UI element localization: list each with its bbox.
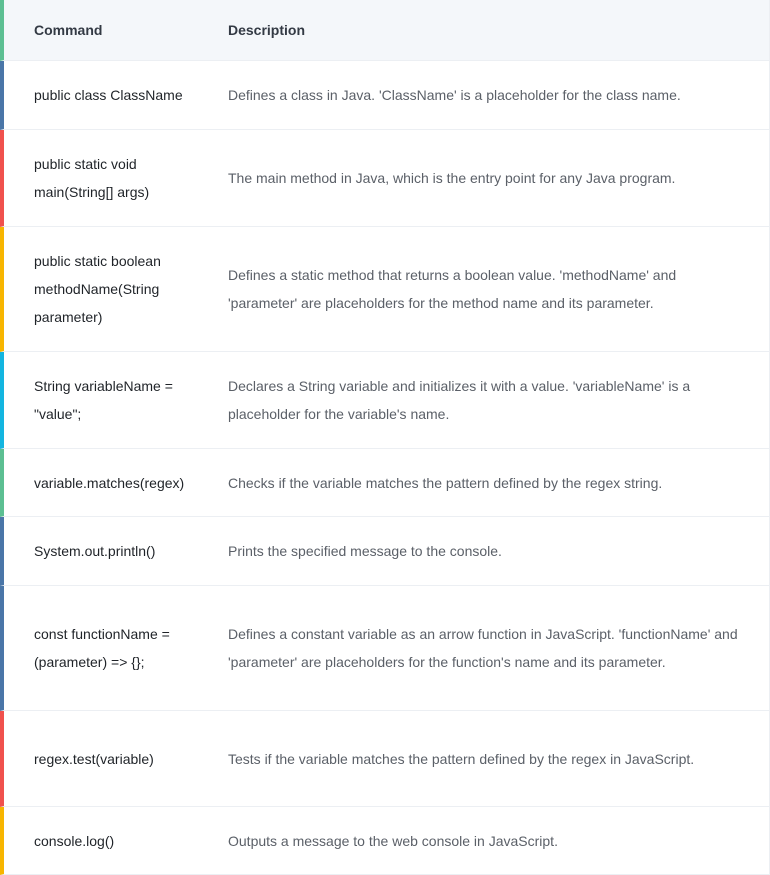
command-cell: console.log(): [34, 832, 115, 849]
command-cell: public static boolean methodName(String parameter): [34, 253, 161, 325]
table-row: [0, 517, 769, 586]
command-cell: variable.matches(regex): [34, 474, 185, 491]
description-cell: Tests if the variable matches the pattern defined by the regex in JavaScript.: [228, 750, 695, 767]
table-row: [0, 449, 769, 517]
table-header: [0, 0, 769, 61]
table-row: [0, 807, 769, 875]
command-cell: public class ClassName: [34, 87, 183, 103]
description-cell: Declares a String variable and initializes it with a value. 'variableName' is a placeholder for the variable's name.: [228, 378, 691, 422]
table-row: [0, 711, 769, 807]
table-row: [0, 130, 769, 227]
description-cell: Defines a class in Java. 'ClassName' is a placeholder for the class name.: [228, 87, 681, 103]
description-cell: Outputs a message to the web console in JavaScript.: [228, 832, 558, 849]
command-cell: String variableName = "value";: [34, 378, 173, 422]
description-cell: Checks if the variable matches the pattern defined by the regex string.: [228, 474, 663, 491]
table-row: [0, 227, 769, 352]
column-header-command: Command: [34, 22, 103, 38]
command-cell: System.out.println(): [34, 543, 156, 559]
column-header-description: Description: [228, 22, 306, 38]
description-cell: The main method in Java, which is the entry point for any Java program.: [228, 170, 676, 186]
command-cell: public static void main(String[] args): [34, 156, 150, 200]
command-cell: regex.test(variable): [34, 750, 154, 767]
table-body: [0, 61, 769, 875]
command-cell: const functionName = (parameter) => {};: [34, 626, 170, 670]
table-row: [0, 586, 769, 711]
description-cell: Prints the specified message to the console.: [228, 543, 502, 559]
table-row: [0, 352, 769, 449]
description-cell: Defines a static method that returns a boolean value. 'methodName' and 'parameter' are placeholders for the method name and its parameter.: [228, 267, 677, 311]
table-row: [0, 61, 769, 130]
description-cell: Defines a constant variable as an arrow function in JavaScript. 'functionName' and 'parameter' are placeholders for the function's name and its parameter.: [228, 626, 738, 670]
